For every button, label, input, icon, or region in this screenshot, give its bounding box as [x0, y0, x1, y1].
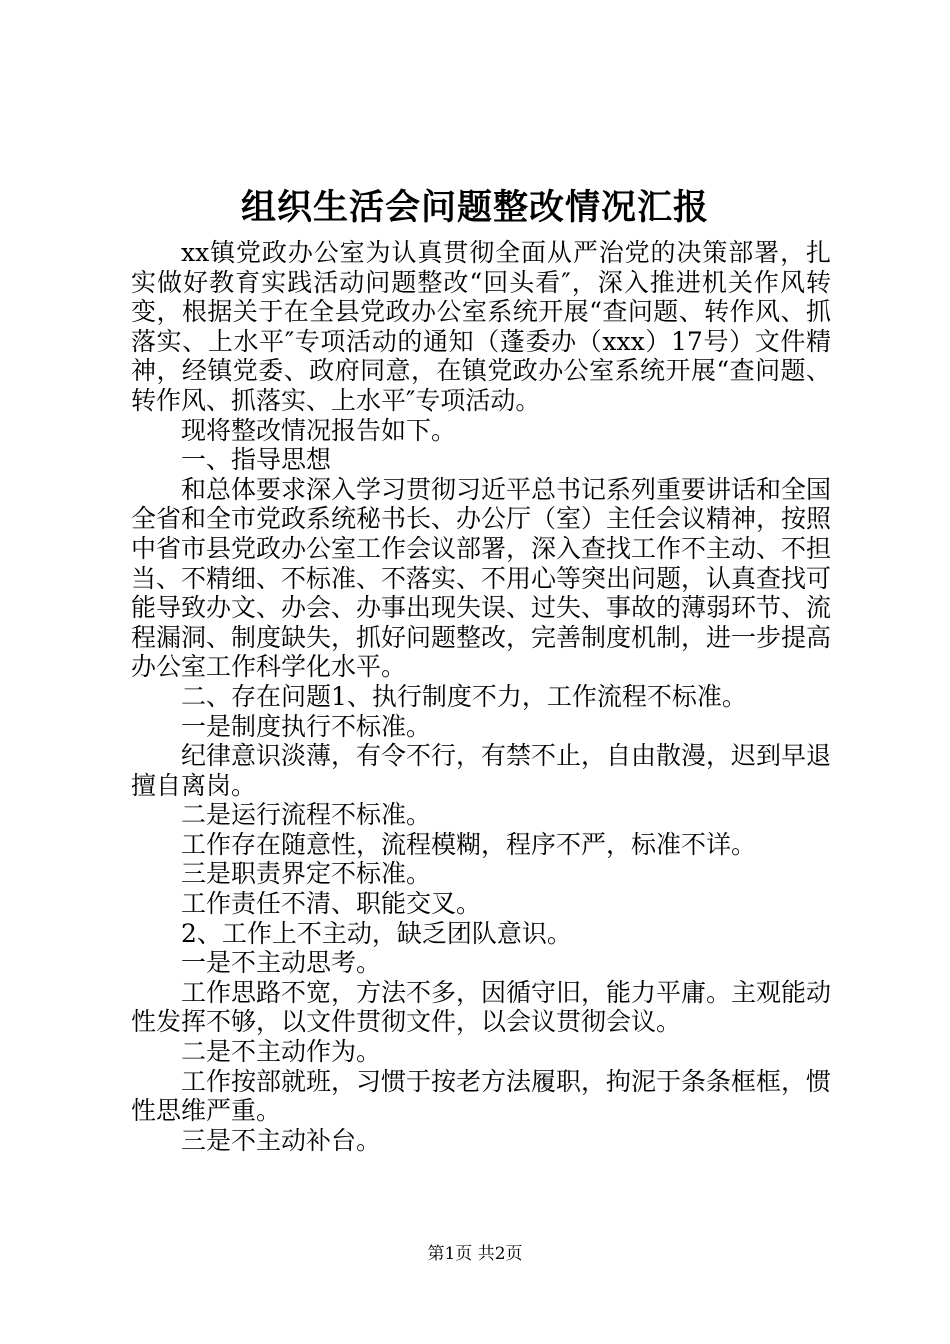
paragraph: 和总体要求深入学习贯彻习近平总书记系列重要讲话和全国全省和全市党政系统秘书长、办公厅（室）主任会议精神，按照中省市县党政办公室工作会议部署，深入查找工作不主动、不担当、不精细、不标准、不落实、不用心等突出问题，认真查找可能导致办文、办会、办事出现失误、过失、事故的薄弱环节、流程漏洞、制度缺失，抓好问题整改，完善制度机制，进一步提高办公室工作科学化水平。 — [131, 474, 832, 682]
section-heading: 一、指导思想 — [181, 445, 332, 475]
paragraph: 三是职责界定不标准。 — [181, 859, 432, 889]
paragraph: 一是制度执行不标准。 — [181, 711, 432, 741]
document-body — [131, 238, 831, 1155]
paragraph: 纪律意识淡薄，有令不行，有禁不止，自由散漫，迟到早退擅自离岗。 — [131, 741, 832, 800]
paragraph: 二是不主动作为。 — [181, 1037, 382, 1067]
paragraph: 现将整改情况报告如下。 — [181, 415, 457, 445]
page-footer: 第1页 共2页 — [427, 1244, 523, 1264]
paragraph: 工作按部就班，习惯于按老方法履职，拘泥于条条框框，惯性思维严重。 — [131, 1066, 832, 1126]
paragraph: 工作思路不宽，方法不多，因循守旧，能力平庸。主观能动性发挥不够，以文件贯彻文件，以会议贯彻会议。 — [131, 977, 832, 1037]
document-title: 组织生活会问题整改情况汇报 — [240, 187, 709, 228]
paragraph: 工作责任不清、职能交叉。 — [181, 889, 482, 919]
paragraph: 二是运行流程不标准。 — [181, 800, 432, 830]
paragraph: 三是不主动补台。 — [181, 1125, 382, 1155]
paragraph: 一是不主动思考。 — [181, 948, 382, 978]
section-heading: 二、存在问题1、执行制度不力，工作流程不标准。 — [181, 681, 747, 711]
paragraph: xx镇党政办公室为认真贯彻全面从严治党的决策部署，扎实做好教育实践活动问题整改“回头看″，深入推进机关作风转变，根据关于在全县党政办公室系统开展“查问题、转作风、抓落实、上水平″专项活动的通知（蓬委办（xxx）17号）文件精神，经镇党委、政府同意，在镇党政办公室系统开展“查问题、转作风、抓落实、上水平″专项活动。 — [131, 238, 831, 415]
paragraph: 工作存在随意性，流程模糊，程序不严，标准不详。 — [181, 829, 757, 859]
paragraph: 2、工作上不主动，缺乏团队意识。 — [181, 918, 572, 948]
